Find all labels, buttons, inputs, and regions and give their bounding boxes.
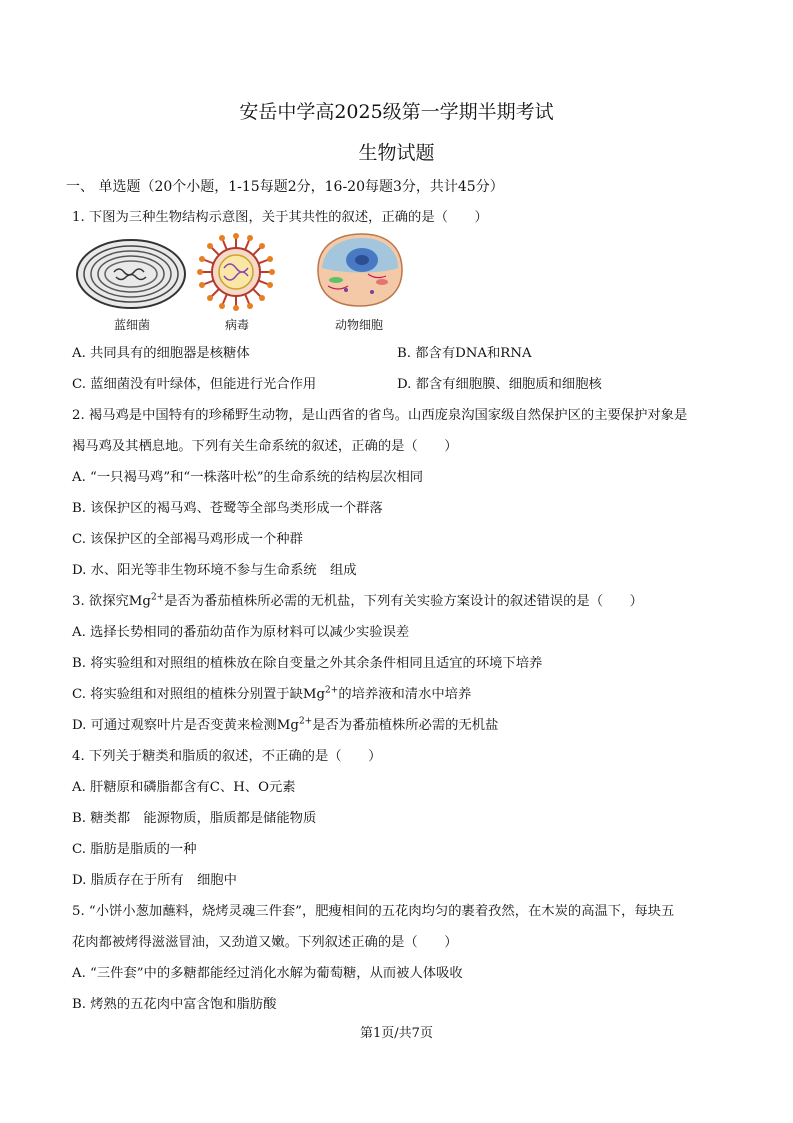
q1-figure xyxy=(72,236,412,336)
label-cyanobacteria: 蓝细菌 xyxy=(113,318,150,332)
q3-option-b: B. 将实验组和对照组的植株放在除自变量之外其余条件相同且适宜的环境下培养 xyxy=(72,656,543,671)
q1-option-b: B. 都含有DNA和RNA xyxy=(397,346,532,361)
exam-title: 安岳中学高2025级第一学期半期考试 xyxy=(239,101,554,123)
q4-option-a: A. 肝糖原和磷脂都含有C、H、O元素 xyxy=(72,780,296,795)
q2-option-c: C. 该保护区的全部褐马鸡形成一个种群 xyxy=(72,532,303,547)
q4-option-d: D. 脂质存在于所有 细胞中 xyxy=(72,873,237,888)
q5-option-a: A. “三件套”中的多糖都能经过消化水解为葡萄糖，从而被人体吸收 xyxy=(72,966,463,981)
q3-option-c-pre: C. 将实验组和对照组的植株分别置于缺Mg xyxy=(72,687,326,702)
virus-icon xyxy=(194,232,279,312)
q3-stem-pre: 3. 欲探究Mg xyxy=(72,594,151,609)
q1-option-d: D. 都含有细胞膜、细胞质和细胞核 xyxy=(397,377,602,392)
exam-subtitle: 生物试题 xyxy=(358,142,435,164)
q5-stem-line1: 5. “小饼小葱加蘸料，烧烤灵魂三件套”，肥瘦相间的五花肉均匀的裹着孜然，在木炭的高温下，每块五 xyxy=(72,904,675,919)
q3-option-c xyxy=(72,686,471,704)
q2-stem-line1: 2. 褐马鸡是中国特有的珍稀野生动物，是山西省的省鸟。山西庞泉沟国家级自然保护区的主要保护对象是 xyxy=(72,408,688,423)
q3-option-d-sup: 2+ xyxy=(298,716,313,727)
q4-option-c: C. 脂肪是脂质的一种 xyxy=(72,842,197,857)
page-footer: 第1页/共7页 xyxy=(360,1026,433,1041)
q2-option-d: D. 水、阳光等非生物环境不参与生命系统 组成 xyxy=(72,563,357,578)
label-animal-cell: 动物细胞 xyxy=(334,318,383,332)
q2-option-a: A. “一只褐马鸡”和“一株落叶松”的生命系统的结构层次相同 xyxy=(72,470,424,485)
q5-stem-line2: 花肉都被烤得滋滋冒油，又劲道又嫩。下列叙述正确的是（ ） xyxy=(72,935,458,950)
q3-option-d-pre: D. 可通过观察叶片是否变黄来检测Mg xyxy=(72,718,299,733)
q3-stem xyxy=(72,593,643,611)
label-virus: 病毒 xyxy=(224,318,249,332)
q2-option-b: B. 该保护区的褐马鸡、苍鹭等全部鸟类形成一个群落 xyxy=(72,501,383,516)
q3-stem-sup: 2+ xyxy=(150,592,165,603)
q3-option-c-post: 的培养液和清水中培养 xyxy=(338,687,472,702)
q1-stem: 1. 下图为三种生物结构示意图，关于其共性的叙述，正确的是（ ） xyxy=(72,210,488,225)
q3-option-d-post: 是否为番茄植株所必需的无机盐 xyxy=(312,718,499,733)
q5-option-b: B. 烤熟的五花肉中富含饱和脂肪酸 xyxy=(72,997,277,1012)
section-heading: 一、 单选题（20个小题，1-15每题2分，16-20每题3分，共计45分） xyxy=(66,179,504,195)
cyanobacteria-icon xyxy=(74,236,189,311)
q3-option-d xyxy=(72,717,498,735)
q1-option-a: A. 共同具有的细胞器是核糖体 xyxy=(72,346,250,361)
q2-stem-line2: 褐马鸡及其栖息地。下列有关生命系统的叙述，正确的是（ ） xyxy=(72,439,458,454)
q1-option-c: C. 蓝细菌没有叶绿体，但能进行光合作用 xyxy=(72,377,317,392)
animal-cell-icon xyxy=(312,230,407,310)
q3-option-c-sup: 2+ xyxy=(325,685,339,696)
q4-option-b: B. 糖类都 能源物质，脂质都是储能物质 xyxy=(72,811,317,826)
q3-option-a: A. 选择长势相同的番茄幼苗作为原材料可以减少实验误差 xyxy=(72,625,410,640)
q4-stem: 4. 下列关于糖类和脂质的叙述，不正确的是（ ） xyxy=(72,749,382,764)
q3-stem-post: 是否为番茄植株所必需的无机盐，下列有关实验方案设计的叙述错误的是（ ） xyxy=(164,594,643,609)
